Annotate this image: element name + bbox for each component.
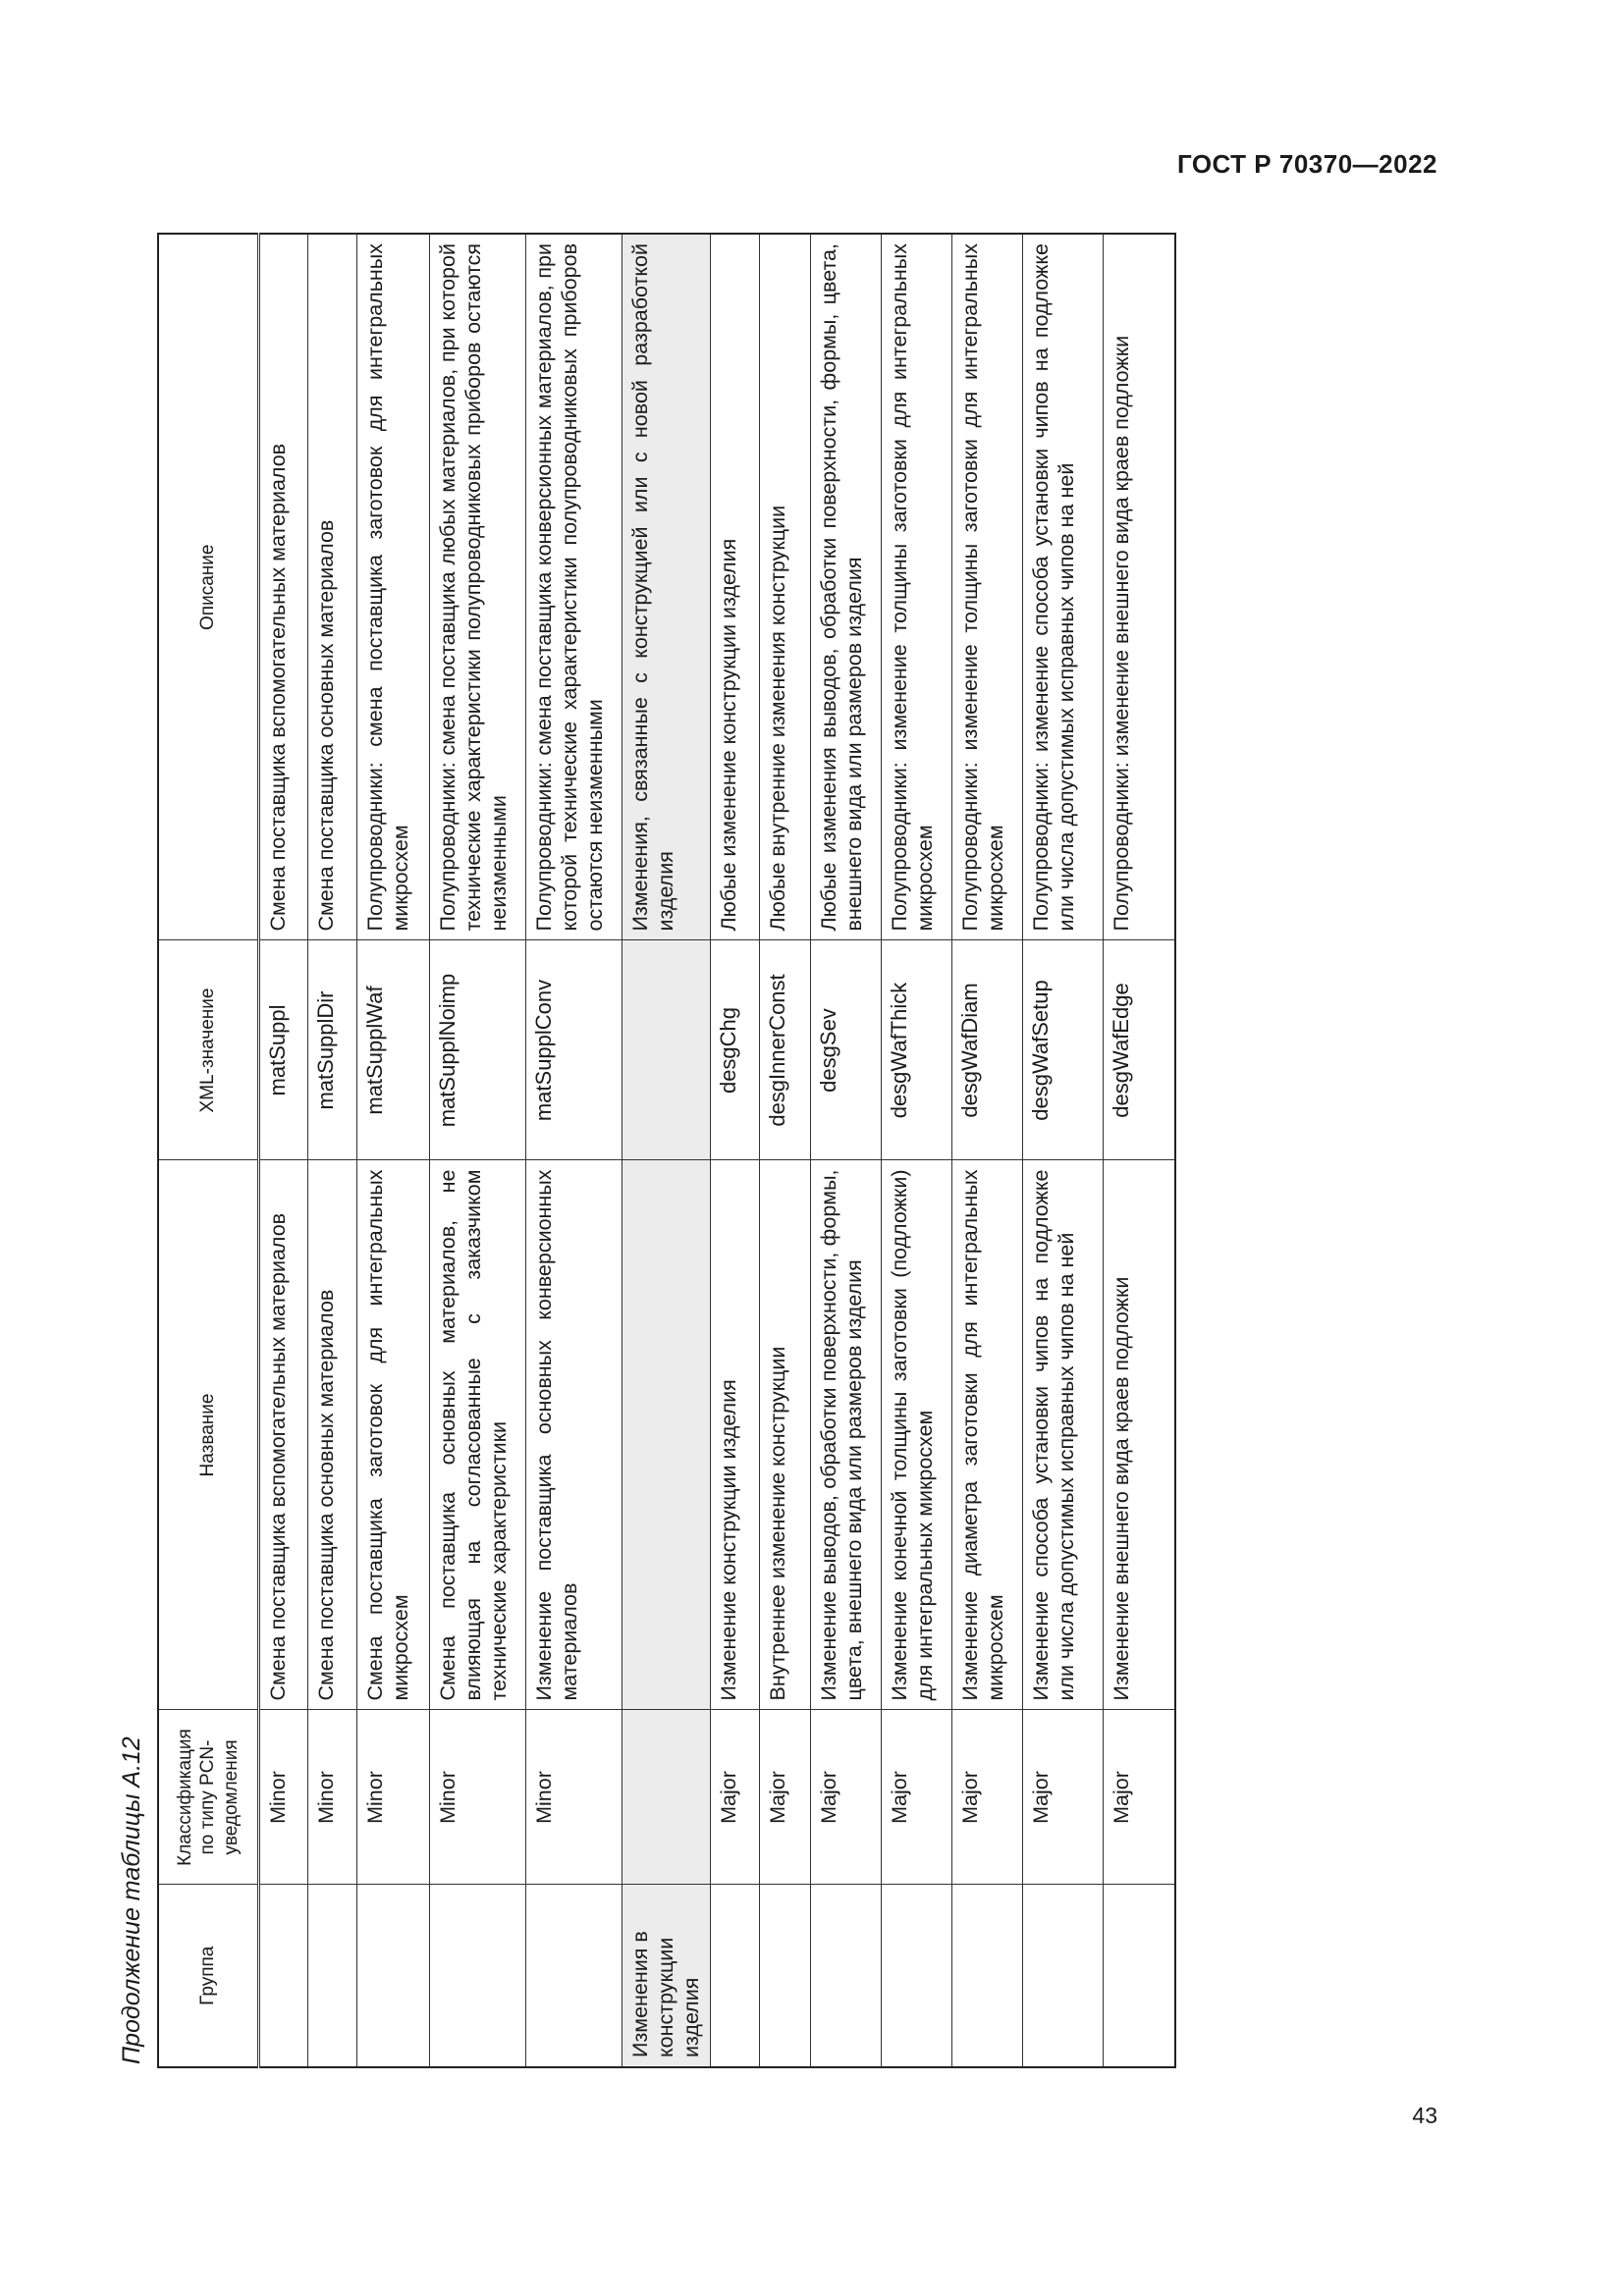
cell-classification: Minor [526,1710,623,1885]
cell-name: Смена поставщика основных материалов, не влияющая на согласованные с заказчиком технические характеристики [430,1160,526,1710]
table-row [259,234,308,2067]
cell-description: Полупроводники: смена поставщика конверсионных материалов, при которой технические характеристики полупроводниковых приборов остаются неизменными [526,234,623,940]
table-row [526,234,623,2067]
cell-classification: Major [810,1710,881,1885]
cell-name: Изменение конечной толщины заготовки (подложки) для интегральных микросхем [881,1160,951,1710]
pcn-classification-table [157,233,1176,2068]
table-row [1103,234,1175,2067]
cell-name: Изменение внешнего вида краев подложки [1103,1160,1175,1710]
cell-group [810,1885,881,2067]
cell-name: Внутреннее изменение конструкции [759,1160,810,1710]
cell-xml-value: desgChg [710,940,759,1160]
cell-xml-value: desgSev [810,940,881,1160]
table-caption: Продолжение таблицы А.12 [118,1736,145,2064]
table-row [710,234,759,2067]
cell-description: Полупроводники: изменение внешнего вида краев подложки [1103,234,1175,940]
cell-name: Смена поставщика заготовок для интегральных микросхем [357,1160,430,1710]
cell-description: Полупроводники: смена поставщика заготовок для интегральных микросхем [357,234,430,940]
cell-name [623,1160,711,1710]
table-section-row [623,234,711,2067]
cell-classification: Major [951,1710,1022,1885]
cell-description: Полупроводники: смена поставщика любых материалов, при которой технические характеристики полупроводниковых приборов остаются неизменными [430,234,526,940]
cell-group [759,1885,810,2067]
cell-xml-value: desgWafSetup [1022,940,1103,1160]
cell-classification: Minor [430,1710,526,1885]
cell-name: Изменение выводов, обработки поверхности, формы, цвета, внешнего вида или размеров изделия [810,1160,881,1710]
cell-name: Смена поставщика вспомогательных материалов [259,1160,308,1710]
cell-description: Любые изменения выводов, обработки поверхности, формы, цвета, внешнего вида или размеров изделия [810,234,881,940]
cell-group: Изменения в конструкции изделия [623,1885,711,2067]
header-name: Название [158,1160,259,1710]
table-row [430,234,526,2067]
table-row [759,234,810,2067]
cell-classification: Minor [259,1710,308,1885]
cell-description: Смена поставщика основных материалов [308,234,357,940]
cell-description: Полупроводники: изменение толщины заготовки для интегральных микросхем [881,234,951,940]
cell-name: Изменение поставщика основных конверсионных материалов [526,1160,623,1710]
cell-group [1022,1885,1103,2067]
table-row [810,234,881,2067]
cell-group [259,1885,308,2067]
table-row [308,234,357,2067]
cell-group [357,1885,430,2067]
cell-classification: Major [881,1710,951,1885]
header-xml-value: XML-значение [158,940,259,1160]
table-body [259,234,1176,2067]
cell-xml-value: desgWafThick [881,940,951,1160]
cell-group [881,1885,951,2067]
cell-description: Смена поставщика вспомогательных материалов [259,234,308,940]
cell-group [308,1885,357,2067]
table-row [881,234,951,2067]
cell-description: Полупроводники: изменение способа установки чипов на подложке или числа допустимых исправных чипов на ней [1022,234,1103,940]
cell-group [1103,1885,1175,2067]
cell-classification: Minor [308,1710,357,1885]
cell-classification [623,1710,711,1885]
cell-xml-value: desgWafEdge [1103,940,1175,1160]
cell-group [430,1885,526,2067]
cell-xml-value: matSupplWaf [357,940,430,1160]
page-number: 43 [1412,2103,1437,2128]
cell-xml-value: desgWafDiam [951,940,1022,1160]
cell-name: Изменение диаметра заготовки для интегральных микросхем [951,1160,1022,1710]
cell-group [526,1885,623,2067]
table-header-row [158,234,259,2067]
cell-xml-value: desgInnerConst [759,940,810,1160]
cell-xml-value: matSupplDir [308,940,357,1160]
cell-xml-value: matSupplConv [526,940,623,1160]
cell-classification: Major [759,1710,810,1885]
header-classification: Классификация по типу PCN-уведомления [158,1710,259,1885]
cell-description: Полупроводники: изменение толщины заготовки для интегральных микросхем [951,234,1022,940]
cell-xml-value: matSuppl [259,940,308,1160]
header-group: Группа [158,1885,259,2067]
cell-xml-value [623,940,711,1160]
cell-xml-value: matSupplNoimp [430,940,526,1160]
document-code: ГОСТ Р 70370—2022 [1176,149,1437,179]
table-row [357,234,430,2067]
cell-name: Изменение способа установки чипов на подложке или числа допустимых исправных чипов на ней [1022,1160,1103,1710]
cell-name: Изменение конструкции изделия [710,1160,759,1710]
header-description: Описание [158,234,259,940]
cell-description: Любые внутренние изменения конструкции [759,234,810,940]
cell-classification: Major [1022,1710,1103,1885]
cell-group [951,1885,1022,2067]
cell-name: Смена поставщика основных материалов [308,1160,357,1710]
cell-classification: Minor [357,1710,430,1885]
cell-classification: Major [1103,1710,1175,1885]
cell-description: Изменения, связанные с конструкцией или с новой разработкой изделия [623,234,711,940]
cell-classification: Major [710,1710,759,1885]
table-row [951,234,1022,2067]
cell-group [710,1885,759,2067]
table-row [1022,234,1103,2067]
rotated-table-block [106,235,1373,2068]
cell-description: Любые изменение конструкции изделия [710,234,759,940]
